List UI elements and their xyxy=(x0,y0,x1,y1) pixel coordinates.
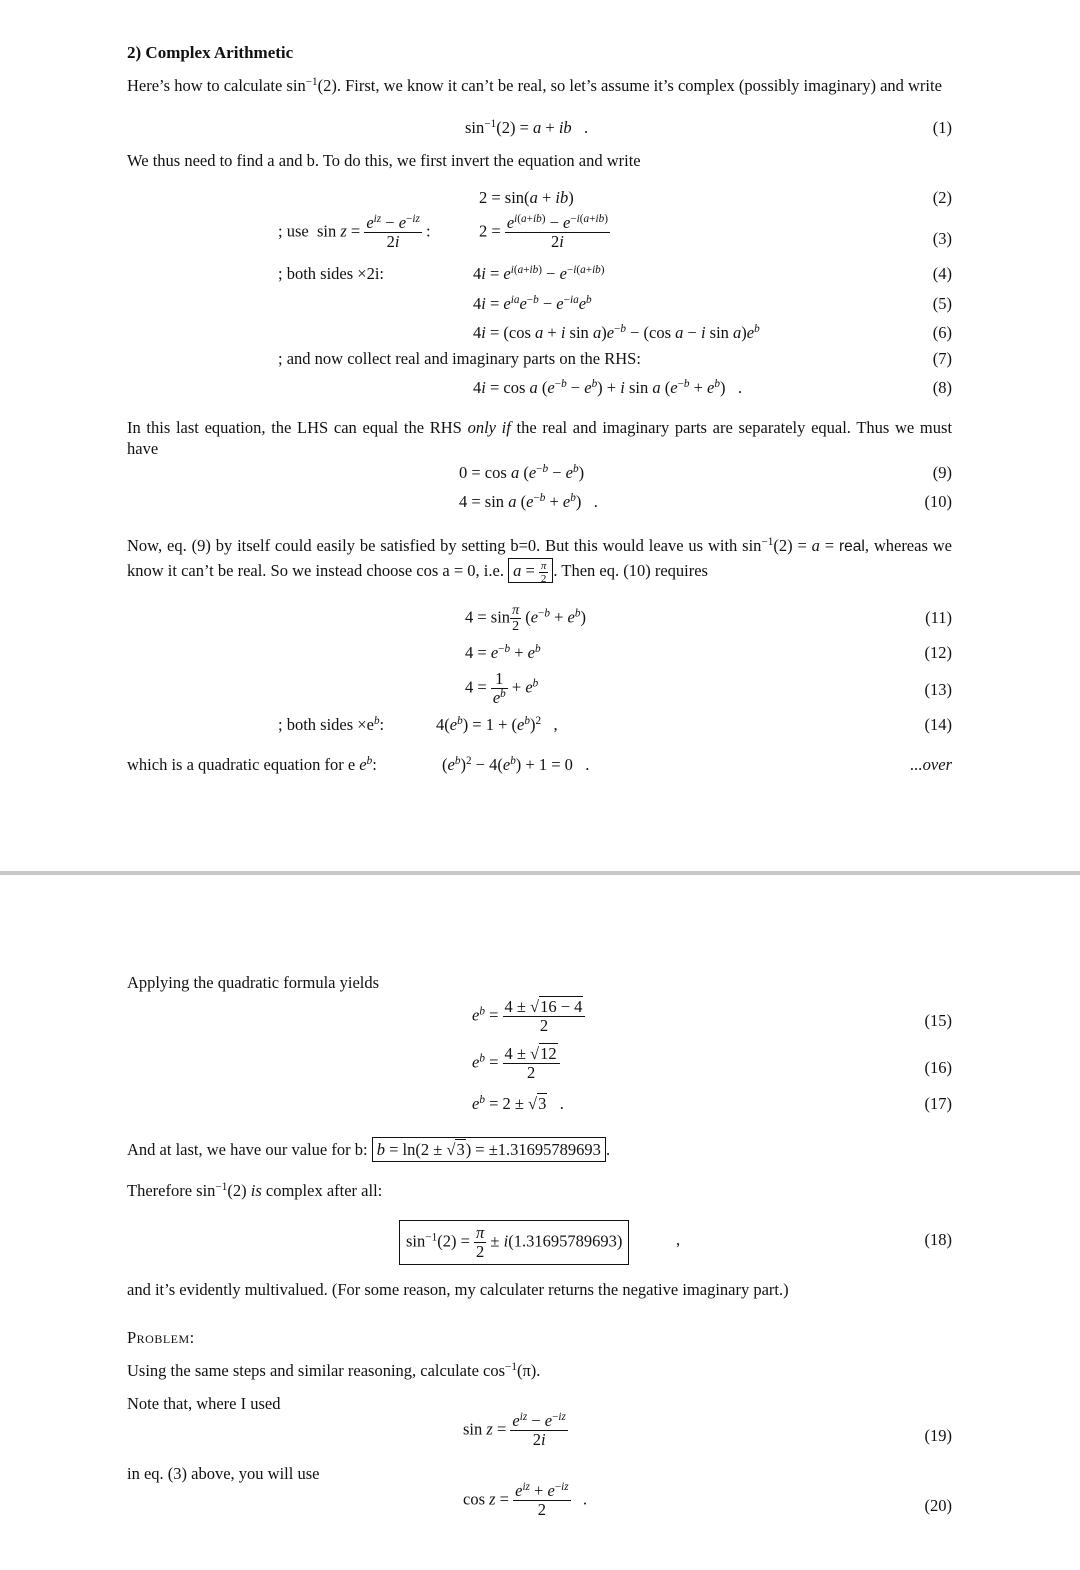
in-eq-text: in eq. (3) above, you will use xyxy=(127,1464,320,1483)
eq-number-9: (9) xyxy=(932,463,952,482)
b-value-line: And at last, we have our value for b: b = ln(2 ± √3) = ±1.31695789693 . xyxy=(127,1142,610,1159)
both-sides-2i-label: ; both sides ×2i: xyxy=(278,264,385,283)
intro-text-2: (2). First, we know it can’t be real, so let’s assume it’s complex (possibly imaginary) and write xyxy=(317,76,942,95)
quadratic-label: which is a quadratic equation for e $e^b$: xyxy=(127,754,377,774)
equation-11: 4 = sin $\frac{\pi}{2}$ $(e^{-b} + e^b)$ xyxy=(465,603,586,635)
sin-def-fraction: $\frac{e^{iz} - e^{-iz}}{2i}$ xyxy=(366,212,420,252)
eq-number-18: (18) xyxy=(924,1230,952,1249)
equation-19: sin z = $\frac{e^{iz} - e^{-iz}}{2i}$ xyxy=(463,1410,566,1450)
b-value: ±1.31695789693 xyxy=(488,1140,601,1159)
equation-6: 4i = (cos a + i $\sin a)e^{-b} - (\cos$ a − i $\sin a)e^b$ xyxy=(473,322,760,342)
equation-10: 4 = sin a $(e^{-b} + e^b)$ . xyxy=(459,491,598,511)
equation-3: 2 = $\frac{e^{i(a+ib)} - e^{-i(a+ib)}}{2i}$ xyxy=(479,212,608,252)
real-word: real xyxy=(838,538,865,555)
find-paragraph: We thus need to find a and b. To do this, we first invert the equation and write xyxy=(127,151,641,170)
eq-number-17: (17) xyxy=(924,1094,952,1113)
eq-number-1: (1) xyxy=(932,118,952,137)
eq-number-2: (2) xyxy=(932,188,952,207)
problem-text: Using the same steps and similar reasoning, calculate $\cos^{-1}(\pi)$. xyxy=(127,1360,541,1380)
eq-number-14: (14) xyxy=(924,715,952,734)
equation-17: $e^b = 2 \pm √3$ . xyxy=(472,1093,564,1113)
therefore-text: Therefore $\sin^{-1}(2)$ is complex after all: xyxy=(127,1180,383,1200)
eq-number-6: (6) xyxy=(932,323,952,342)
equation-14: $4(e^b) = 1 + (e^b)^2$ , xyxy=(436,714,558,734)
eq-number-8: (8) xyxy=(932,378,952,397)
eq-number-5: (5) xyxy=(932,294,952,313)
equation-8: 4i = cos a $(e^{-b} - e^b) + i$ sin a $(e^{-b} + e^b)$ . xyxy=(473,377,742,397)
quadratic-equation: $(e^b)^2 - 4(e^b) + 1 = 0$ . xyxy=(442,754,590,774)
eq-number-10: (10) xyxy=(924,492,952,511)
result-imag: 1.31695789693 xyxy=(513,1231,617,1251)
equation-12: $4 = e^{-b} + e^b$ xyxy=(465,642,541,662)
result-comma: , xyxy=(676,1230,681,1249)
use-label: ; use xyxy=(278,221,309,241)
use-sin-annotation: ; use sin z = $\frac{e^{iz} - e^{-iz}}{2i}$ : xyxy=(278,212,431,252)
both-sides-eb-label: ; both sides $\times e^b$: xyxy=(278,714,385,734)
eq-number-11: (11) xyxy=(925,608,952,627)
equation-2: 2 = sin(a + ib) xyxy=(479,188,574,207)
eq-number-12: (12) xyxy=(924,643,952,662)
collect-label: ; and now collect real and imaginary parts on the RHS: xyxy=(278,349,641,368)
eq-number-4: (4) xyxy=(932,264,952,283)
only-if-emphasis: only if xyxy=(467,418,511,437)
result-box: $\sin^{-1}(2)$ = $\frac{\pi}{2}$ ± i(1.31695789693) xyxy=(399,1220,629,1265)
intro-paragraph: Here’s how to calculate $\sin^{-1}(2)$. First, we know it can’t be real, so let’s assume it’s complex (possibly imaginary) and write xyxy=(127,75,942,95)
equation-9: 0 = cos a $(e^{-b} - e^b)$ xyxy=(459,462,585,482)
intro-text-1: Here’s how to calculate sin xyxy=(127,76,306,95)
equation-15: $e^b$ = $\frac{4 \pm √16 - 4}{2}$ xyxy=(472,998,585,1035)
over-note: ...over xyxy=(910,755,952,774)
section-title: 2) Complex Arithmetic xyxy=(127,43,294,62)
eq-number-16: (16) xyxy=(924,1058,952,1077)
lhs-paragraph: In this last equation, the LHS can equal the RHS only if the real and imaginary parts are separately equal. Thus we must have xyxy=(127,418,953,458)
equation-20: cos z = $\frac{e^{iz} + e^{-iz}}{2}$ . xyxy=(463,1480,588,1520)
note-text: Note that, where I used xyxy=(127,1394,281,1413)
applying-text: Applying the quadratic formula yields xyxy=(127,973,380,992)
problem-label: Problem: xyxy=(127,1328,195,1347)
page-divider xyxy=(0,871,1080,875)
equation-13: 4 = $\frac{1}{e^b}$ + $e^b$ xyxy=(465,669,539,708)
eq-number-15: (15) xyxy=(924,1011,952,1030)
eq-number-13: (13) xyxy=(924,680,952,699)
a-equals-pi-half-box: a = $\frac{\pi}{2}$ xyxy=(508,558,553,583)
equation-16: $e^b$ = $\frac{4 \pm √12}{2}$ xyxy=(472,1045,560,1082)
eq-number-3: (3) xyxy=(932,229,952,248)
b-value-box: b = ln(2 ± √3) = ±1.31695789693 xyxy=(372,1137,606,1162)
now-paragraph: Now, eq. (9) by itself could easily be satisfied by setting b=0. But this would leave us with $\sin^{-1}(2) = a$ = real, whereas we know it can’t be real. So we instead choose cos a = 0, i.e. a = $\frac{\pi}{2}$ . Then eq. (10) requires xyxy=(127,535,952,585)
equation-4: $4i = e^{i(a+ib)} - e^{-i(a+ib)}$ xyxy=(473,263,605,283)
equation-5: $4i = e^{ia}e^{-b} - e^{-ia}e^b$ xyxy=(473,293,592,313)
eq-number-20: (20) xyxy=(924,1496,952,1515)
multivalued-text: and it’s evidently multivalued. (For some reason, my calculater returns the negative imaginary part.) xyxy=(127,1280,789,1299)
eq-number-7: (7) xyxy=(932,349,952,368)
eq-number-19: (19) xyxy=(924,1426,952,1445)
equation-1: $\sin^{-1}(2) = a$ + ib . xyxy=(465,117,589,137)
